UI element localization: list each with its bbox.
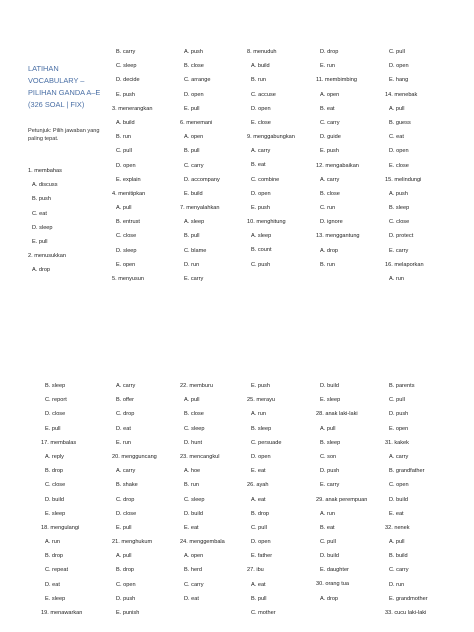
question-item: 12. mengabaikan [316,162,359,169]
answer-option: A. build [116,119,135,126]
answer-option: D. open [251,190,271,197]
answer-option: C. run [320,205,336,212]
page2-column-1 [41,383,105,624]
answer-option: C. blame [184,247,207,254]
answer-option: D. open [389,148,409,155]
page2-column-6 [385,383,449,624]
answer-option: E. pull [32,238,48,245]
answer-option: A. discuss [32,182,58,189]
answer-option: B. eat [251,162,266,169]
answer-option: B. eat [320,105,335,112]
answer-option: D. push [389,411,409,418]
answer-option: D. eat [45,581,60,588]
answer-option: B. pull [184,233,200,240]
question-item: 29. anak perempuan [316,496,368,503]
answer-option: A. build [251,63,270,70]
answer-option: C. open [116,581,136,588]
answer-option: C. repeat [45,567,69,574]
question-item: 19. menawarkan [41,610,83,616]
answer-option: E. pull [184,105,200,112]
answer-option: A. carry [320,176,340,183]
answer-option: A. open [184,553,204,560]
answer-option: E. sleep [320,397,341,404]
answer-option: B. parents [389,383,415,389]
answer-option: B. build [389,553,408,560]
page2-column-4 [247,383,311,624]
question-item: 16. melaporkan [385,261,424,268]
answer-option: E. build [184,190,203,197]
answer-option: C. pull [389,397,405,404]
answer-option: D. sleep [116,247,137,254]
answer-option: B. grandfather [389,468,425,475]
answer-option: A. eat [251,581,266,588]
answer-option: C. open [389,482,409,489]
page1-column-2 [112,49,176,290]
answer-option: C. close [45,482,66,489]
answer-option: C. sleep [184,425,205,432]
answer-option: D. decide [116,77,140,84]
question-item: 11. membimbing [316,77,357,84]
answer-option: E. run [320,63,335,70]
answer-option: C. combine [251,176,280,183]
answer-option: B. push [32,196,51,203]
question-item: 5. menyusun [112,276,145,282]
answer-option: B. drop [116,567,135,574]
answer-option: E. sleep [45,595,66,602]
answer-option: E. hang [389,77,409,84]
question-item: 13. menggantung [316,233,360,240]
answer-option: B. drop [45,468,64,475]
question-item: 23. mencangkul [180,453,220,460]
question-item: 10. menghitung [247,219,286,226]
answer-option: E. close [251,119,271,126]
answer-option: D. push [320,468,340,475]
question-item: 26. ayah [247,482,269,489]
answer-option: C. eat [32,210,47,217]
answer-option: D. close [45,411,66,418]
answer-option: A. push [389,190,408,197]
answer-option: D. open [184,91,204,98]
answer-option: A. drop [32,267,51,274]
answer-option: B. pull [251,595,267,602]
answer-option: B. eat [320,524,335,531]
answer-option: A. carry [389,453,409,460]
answer-option: C. drop [116,411,135,418]
answer-option: B. offer [116,397,134,404]
answer-option: A. eat [251,496,266,503]
question-item: 24. menggembala [180,539,225,546]
question-item: 9. menggabungkan [247,134,295,141]
answer-option: E. push [251,383,270,389]
instructions: Petunjuk: Pilih jawaban yang paling tepat. [28,128,100,142]
answer-option: C. son [320,453,337,460]
answer-option: B. run [251,77,266,84]
answer-option: A. hoe [184,468,201,475]
answer-option: C. pull [116,148,132,155]
question-item: 1. membahas [28,168,62,174]
answer-option: D. open [389,63,409,70]
answer-option: A. push [184,49,203,55]
answer-option: A. sleep [184,219,205,226]
answer-option: C. pull [389,49,405,55]
answer-option: D. build [184,510,203,517]
answer-option: D. open [251,539,271,546]
answer-option: C. eat [389,134,404,141]
answer-option: D. build [45,496,64,503]
answer-option: B. sleep [251,425,272,432]
answer-option: E. run [116,439,131,446]
answer-option: C. close [116,233,137,240]
page2-column-5 [316,383,380,610]
question-item: 32. nenek [385,524,410,531]
question-item: 30. orang tua [316,581,349,588]
answer-option: C. carry [389,567,409,574]
answer-option: D. eat [116,425,131,432]
answer-option: C. sleep [116,63,137,70]
answer-option: E. explain [116,176,141,183]
answer-option: A. pull [320,425,336,432]
question-item: 22. memburu [180,383,213,389]
answer-option: C. arrange [184,77,211,84]
answer-option: A. carry [251,148,271,155]
answer-option: A. carry [116,468,136,475]
answer-option: B. run [116,134,131,141]
answer-option: B. shake [116,482,138,489]
question-item: 14. menebak [385,91,418,98]
answer-option: D. ignore [320,219,343,226]
answer-option: E. close [389,162,409,169]
answer-option: A. pull [184,397,200,404]
answer-option: C. pull [320,538,336,545]
answer-option: B. guess [389,119,411,126]
question-item: 20. mengguncang [112,453,157,460]
answer-option: E. push [251,204,270,211]
answer-option: E. eat [184,524,199,531]
answer-option: E. carry [184,276,204,282]
answer-option: C. pull [251,524,267,531]
question-item: 2. menusukkan [28,253,66,260]
answer-option: A. drop [320,595,339,602]
page2-column-3 [180,383,244,610]
answer-option: A. pull [389,105,405,112]
answer-option: C. report [45,397,67,404]
answer-option: B. entrust [116,219,140,226]
answer-option: C. persuade [251,439,282,446]
answer-option: E. punish [116,610,140,616]
answer-option: C. close [389,219,410,226]
answer-option: E. pull [116,524,132,531]
answer-option: E. open [116,261,136,268]
question-item: 6. menemani [180,119,213,126]
answer-option: B. count [251,247,272,254]
answer-option: C. carry [184,162,204,169]
answer-option: E. father [251,553,273,560]
answer-option: D. protect [389,233,414,240]
answer-option: D. drop [320,49,339,55]
answer-option: B. close [320,190,340,197]
answer-option: D. sleep [32,224,53,231]
answer-option: C. drop [116,496,135,503]
question-item: 28. anak laki-laki [316,411,358,418]
question-item: 33. cucu laki-laki [385,610,427,616]
answer-option: D. guide [320,134,341,141]
answer-option: D. open [116,162,136,169]
answer-option: B. pull [184,148,200,155]
answer-option: B. carry [116,49,136,55]
answer-option: E. daughter [320,567,349,574]
answer-option: E. push [116,91,135,98]
answer-option: E. carry [389,247,409,254]
answer-option: A. run [389,276,404,282]
question-item: 4. menitipkan [112,190,146,197]
answer-option: D. build [389,496,408,503]
answer-option: A. open [184,134,204,141]
answer-option: B. drop [251,510,270,517]
answer-option: B. sleep [45,383,66,389]
answer-option: D. run [184,261,200,268]
answer-option: B. drop [45,553,64,560]
question-item: 8. menuduh [247,49,277,55]
page1-column-5 [316,49,380,276]
answer-option: C. push [251,261,271,268]
answer-option: E. grandmother [389,595,428,602]
answer-option: D. open [251,105,271,112]
answer-option: C. carry [184,581,204,588]
question-item: 21. menghukum [112,539,153,546]
answer-option: D. close [116,510,137,517]
answer-option: C. mother [251,610,276,616]
page1-column-4 [247,49,311,276]
answer-option: B. close [184,411,204,418]
page1-column-1 [28,168,92,282]
answer-option: A. carry [116,383,136,389]
question-item: 31. kakek [385,439,409,446]
question-item: 27. ibu [247,567,264,574]
answer-option: B. run [320,261,335,268]
question-item: 18. mengulangi [41,524,80,531]
answer-option: A. open [320,91,340,98]
page1-column-3 [180,49,244,290]
answer-option: C. carry [320,119,340,126]
answer-option: E. sleep [45,510,66,517]
answer-option: E. open [389,425,409,432]
answer-option: C. sleep [184,496,205,503]
answer-option: A. reply [45,453,64,460]
answer-option: E. push [320,148,339,155]
answer-option: D. hunt [184,439,203,446]
answer-option: D. build [320,553,339,560]
document-title: LATIHAN VOCABULARY – PILIHAN GANDA A–E (326 SOAL | FIX) [28,64,101,109]
answer-option: E. eat [389,510,404,517]
question-item: 7. menyalahkan [180,205,220,212]
answer-option: B. run [184,482,199,489]
answer-option: E. pull [45,425,61,432]
answer-option: D. run [389,581,405,588]
question-item: 3. menerangkan [112,105,153,112]
question-item: 17. membalas [41,439,77,446]
answer-option: E. carry [320,482,340,489]
question-item: 25. merayu [247,397,275,404]
question-item: 15. melindungi [385,176,422,183]
answer-option: B. close [184,63,204,70]
answer-option: D. accompany [184,176,220,183]
answer-option: C. accuse [251,91,276,98]
answer-option: B. herd [184,567,203,574]
answer-option: A. pull [116,553,132,560]
answer-option: A. run [251,411,266,418]
page2-column-2 [112,383,176,624]
answer-option: B. sleep [320,439,341,446]
answer-option: A. drop [320,247,339,254]
answer-option: A. run [45,539,60,546]
answer-option: E. eat [251,468,266,475]
page1-column-6 [385,49,449,290]
answer-option: D. eat [184,595,199,602]
answer-option: A. run [320,510,335,517]
answer-option: A. pull [389,539,405,546]
answer-option: D. push [116,595,136,602]
answer-option: A. sleep [251,233,272,240]
answer-option: A. pull [116,205,132,212]
answer-option: D. build [320,383,339,389]
answer-option: B. sleep [389,205,410,212]
answer-option: D. open [251,453,271,460]
